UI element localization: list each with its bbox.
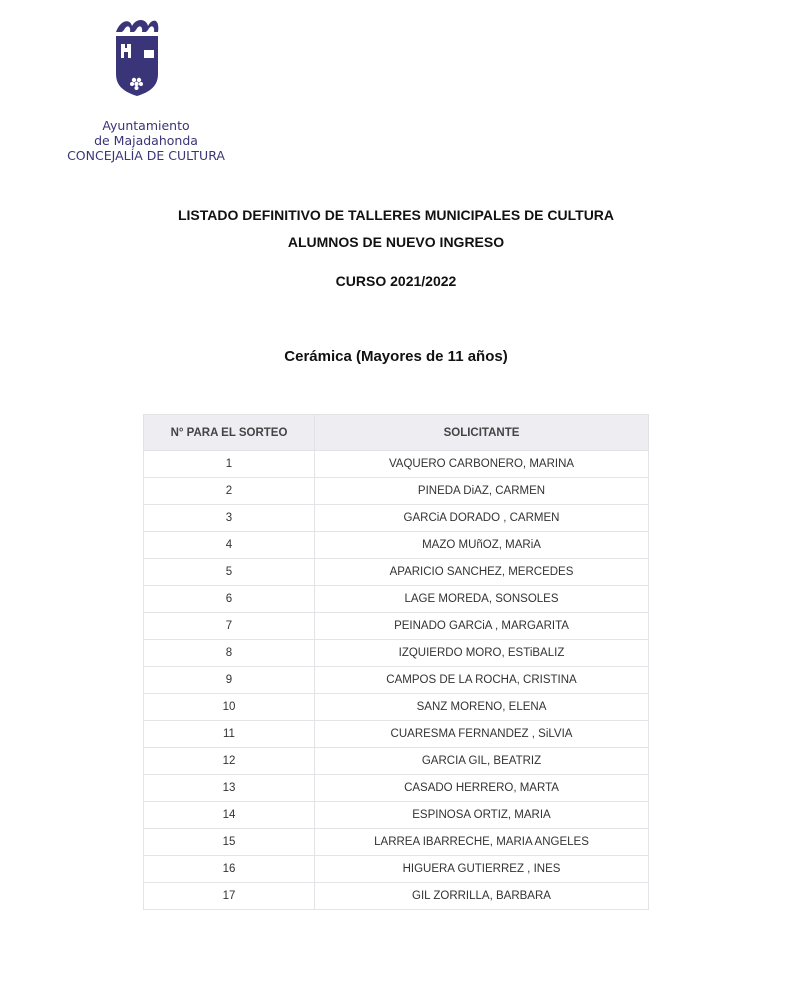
- applicant-name-cell: PEINADO GARCiA , MARGARITA: [315, 613, 649, 640]
- table-row: [144, 775, 649, 802]
- table-row: [144, 829, 649, 856]
- draw-number-cell: 15: [144, 829, 315, 856]
- document-title: LISTADO DEFINITIVO DE TALLERES MUNICIPALES DE CULTURA: [177, 207, 615, 223]
- logo-line-3: CONCEJALÍA DE CULTURA: [67, 148, 225, 163]
- applicant-name-cell: ESPINOSA ORTIZ, MARIA: [315, 802, 649, 829]
- draw-number-cell: 1: [144, 451, 315, 478]
- draw-number-cell: 17: [144, 883, 315, 910]
- draw-number-cell: 10: [144, 694, 315, 721]
- applicant-name-cell: HIGUERA GUTIERREZ , INES: [315, 856, 649, 883]
- table-row: [144, 559, 649, 586]
- applicant-name-cell: PINEDA DiAZ, CARMEN: [315, 478, 649, 505]
- table-body: [144, 451, 649, 910]
- column-header-number: N° PARA EL SORTEO: [144, 415, 315, 451]
- applicant-name-cell: CAMPOS DE LA ROCHA, CRISTINA: [315, 667, 649, 694]
- applicant-name-cell: LARREA IBARRECHE, MARIA ANGELES: [315, 829, 649, 856]
- applicant-name-cell: MAZO MUñOZ, MARiA: [315, 532, 649, 559]
- table-row: [144, 532, 649, 559]
- applicant-name-cell: VAQUERO CARBONERO, MARINA: [315, 451, 649, 478]
- logo-line-1: Ayuntamiento: [102, 118, 190, 133]
- table-row: [144, 640, 649, 667]
- applicant-name-cell: LAGE MOREDA, SONSOLES: [315, 586, 649, 613]
- logo: [56, 14, 236, 174]
- applicant-name-cell: CASADO HERRERO, MARTA: [315, 775, 649, 802]
- table-row: [144, 802, 649, 829]
- draw-number-cell: 8: [144, 640, 315, 667]
- applicant-name-cell: GARCIA GIL, BEATRIZ: [315, 748, 649, 775]
- draw-number-cell: 7: [144, 613, 315, 640]
- draw-number-cell: 12: [144, 748, 315, 775]
- logo-line-2: de Majadahonda: [94, 133, 198, 148]
- applicant-name-cell: GARCiA DORADO , CARMEN: [315, 505, 649, 532]
- table-row: [144, 694, 649, 721]
- table-row: [144, 451, 649, 478]
- applicant-name-cell: SANZ MORENO, ELENA: [315, 694, 649, 721]
- applicants-table: [143, 414, 649, 910]
- majadahonda-emblem-icon: [108, 14, 184, 109]
- draw-number-cell: 9: [144, 667, 315, 694]
- draw-number-cell: 5: [144, 559, 315, 586]
- draw-number-cell: 2: [144, 478, 315, 505]
- table-row: [144, 748, 649, 775]
- draw-number-cell: 4: [144, 532, 315, 559]
- draw-number-cell: 3: [144, 505, 315, 532]
- column-header-applicant: SOLICITANTE: [315, 415, 649, 451]
- draw-number-cell: 13: [144, 775, 315, 802]
- draw-number-cell: 11: [144, 721, 315, 748]
- table-header-row: [144, 415, 649, 451]
- draw-number-cell: 14: [144, 802, 315, 829]
- table-row: [144, 667, 649, 694]
- table-row: [144, 505, 649, 532]
- applicant-name-cell: CUARESMA FERNANDEZ , SiLVIA: [315, 721, 649, 748]
- draw-number-cell: 16: [144, 856, 315, 883]
- applicant-name-cell: GIL ZORRILLA, BARBARA: [315, 883, 649, 910]
- workshop-title: Cerámica (Mayores de 11 años): [284, 348, 508, 365]
- applicant-name-cell: IZQUIERDO MORO, ESTiBALIZ: [315, 640, 649, 667]
- applicant-name-cell: APARICIO SANCHEZ, MERCEDES: [315, 559, 649, 586]
- table-row: [144, 721, 649, 748]
- document-subtitle: ALUMNOS DE NUEVO INGRESO: [287, 234, 505, 250]
- course-label: CURSO 2021/2022: [335, 273, 457, 289]
- table-row: [144, 856, 649, 883]
- draw-number-cell: 6: [144, 586, 315, 613]
- table-row: [144, 478, 649, 505]
- table-row: [144, 613, 649, 640]
- table-row: [144, 883, 649, 910]
- table-row: [144, 586, 649, 613]
